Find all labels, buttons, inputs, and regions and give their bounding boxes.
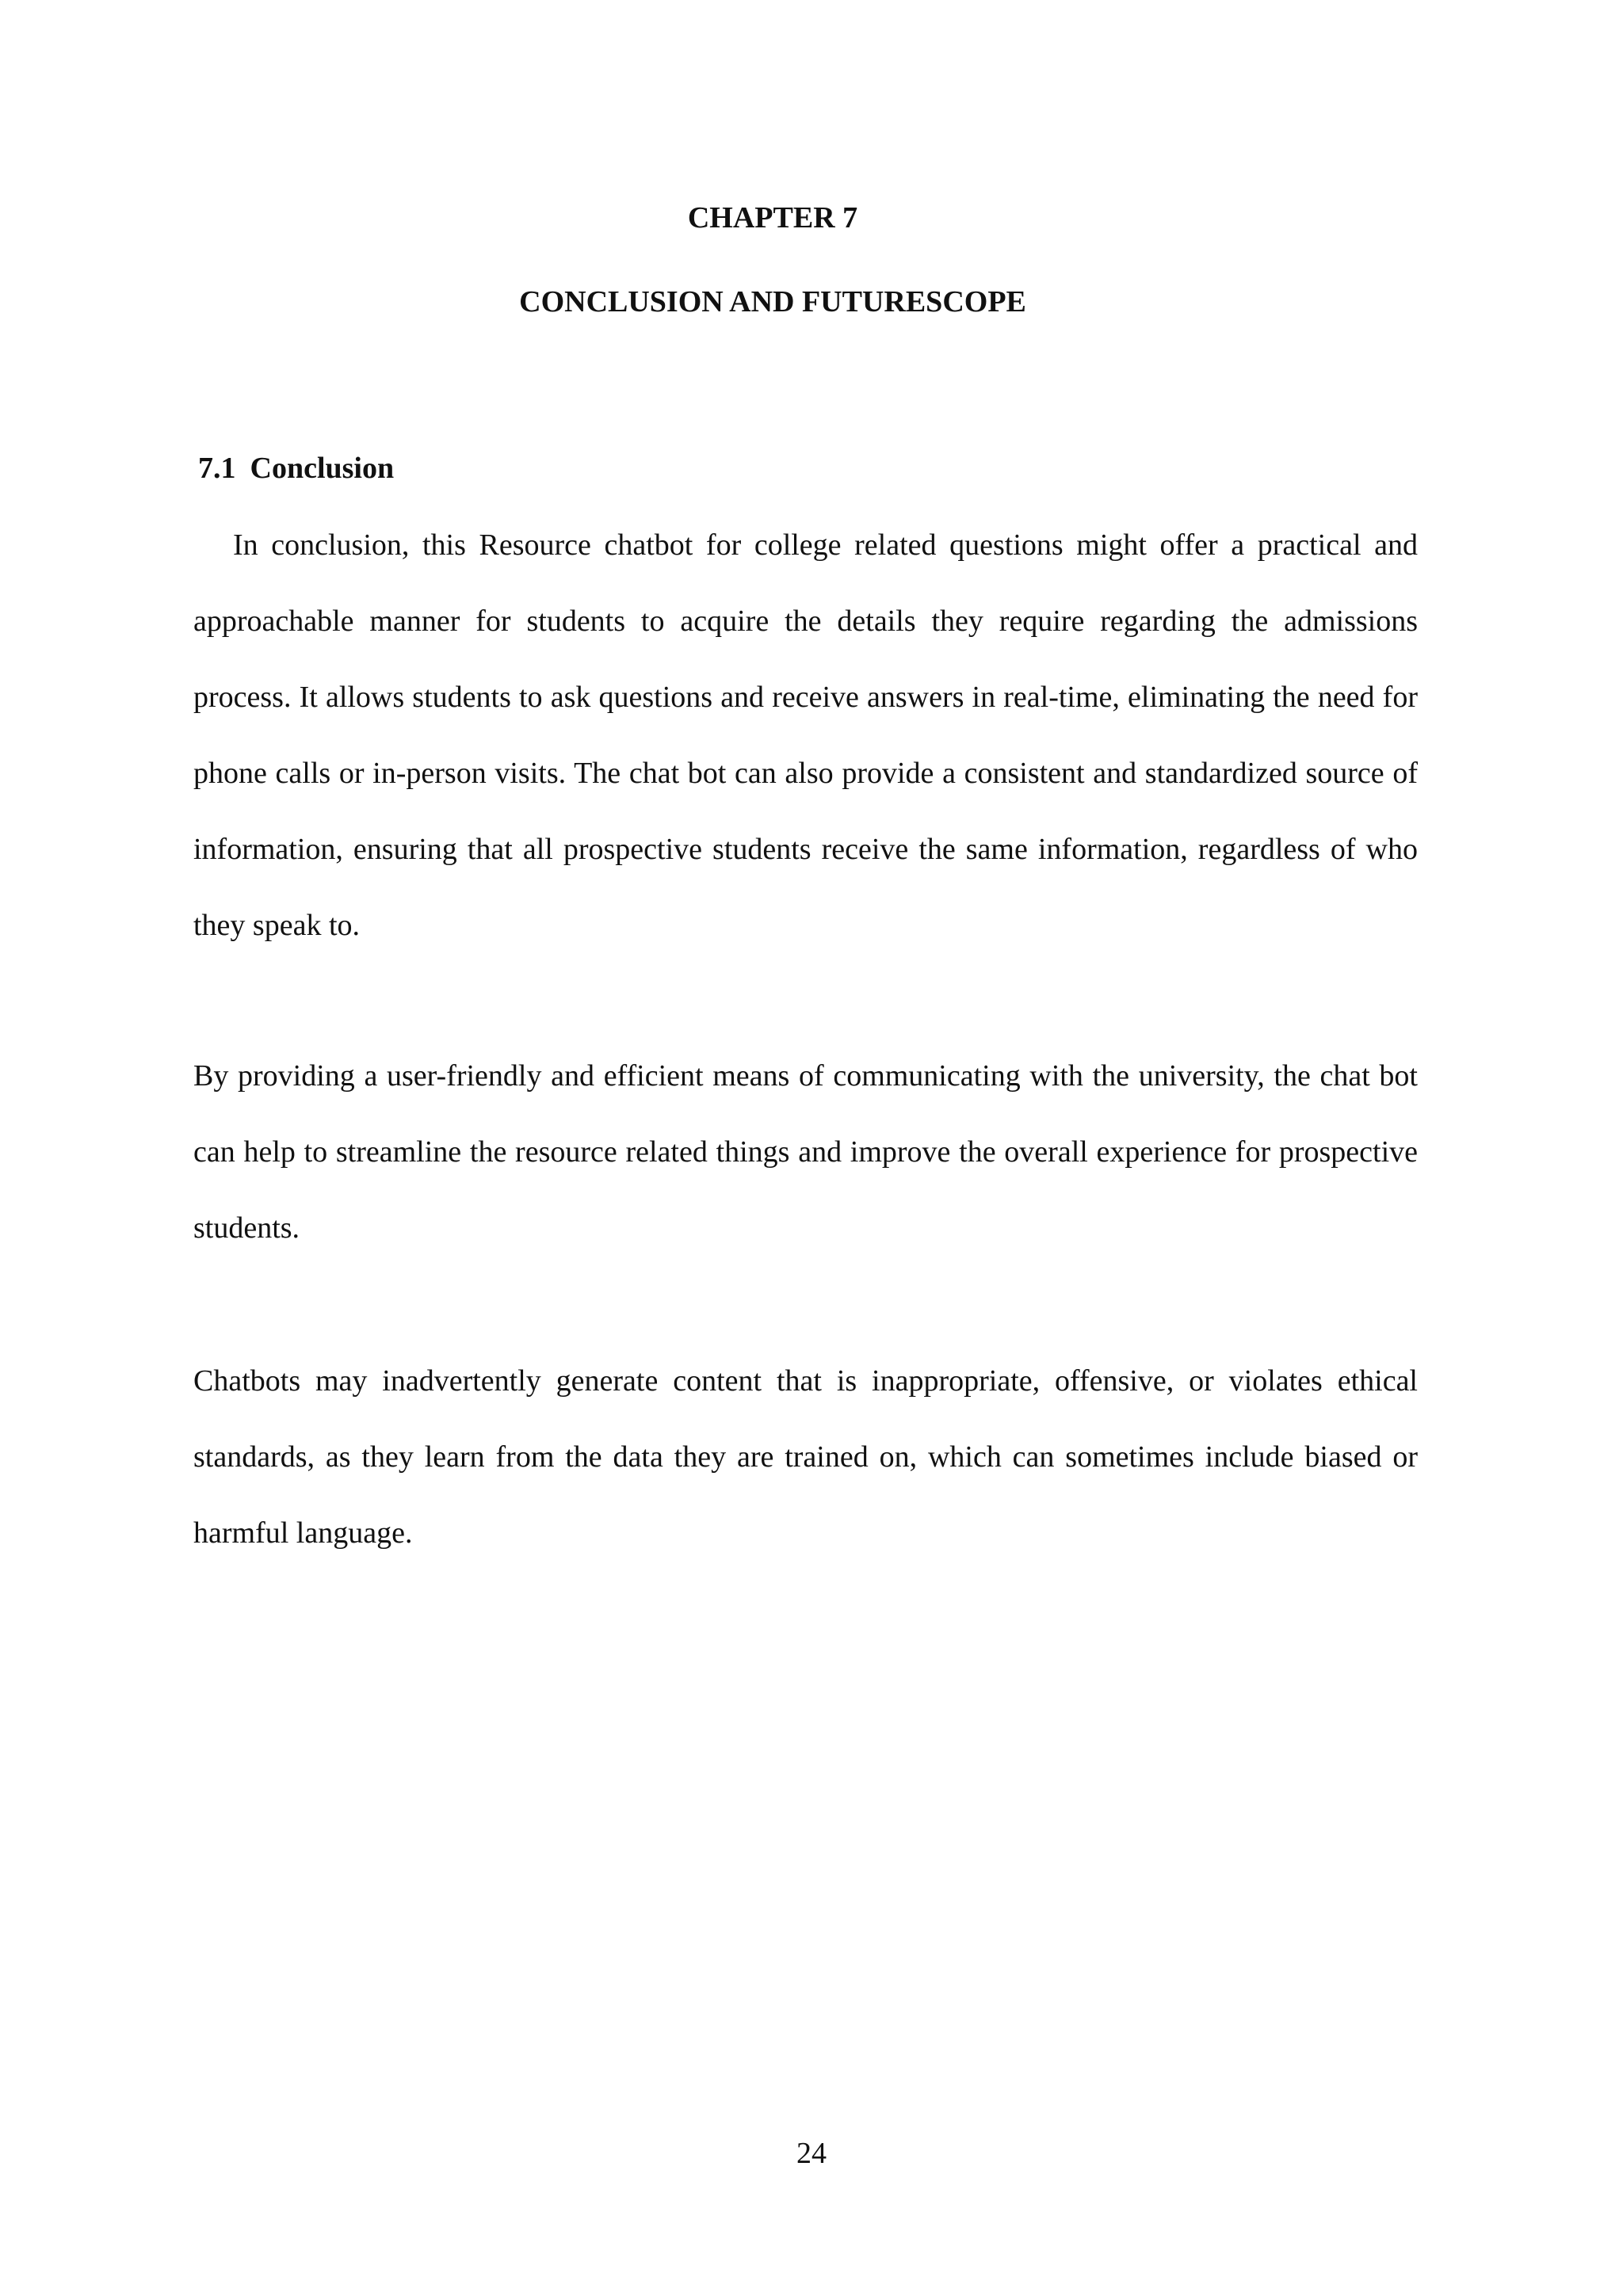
chapter-number: CHAPTER 7 (687, 201, 858, 235)
section-number: 7.1 (198, 452, 236, 485)
paragraph-2: By providing a user-friendly and efficient means of communicating with the university, the chat bot can help to streamline the resource related things and improve the overall experience for prospective students. (193, 1059, 1418, 1245)
page-number: 24 (796, 2137, 827, 2170)
section-title: Conclusion (250, 452, 395, 485)
section-heading (198, 448, 394, 488)
chapter-title: CONCLUSION AND FUTURESCOPE (519, 285, 1026, 318)
paragraph-1: In conclusion, this Resource chatbot for college related questions might offer a practical and approachable manner for students to acquire the details they require regarding the admissions process. It allows students to ask questions and receive answers in real-time, eliminating the need for phone calls or in-person visits. The chat bot can also provide a consistent and standardized source of information, ensuring that all prospective students receive the same information, regardless of who they speak to. (193, 528, 1418, 942)
paragraph-3: Chatbots may inadvertently generate content that is inappropriate, offensive, or violates ethical standards, as they learn from the data they are trained on, which can sometimes include biased or harmful language. (193, 1364, 1418, 1550)
